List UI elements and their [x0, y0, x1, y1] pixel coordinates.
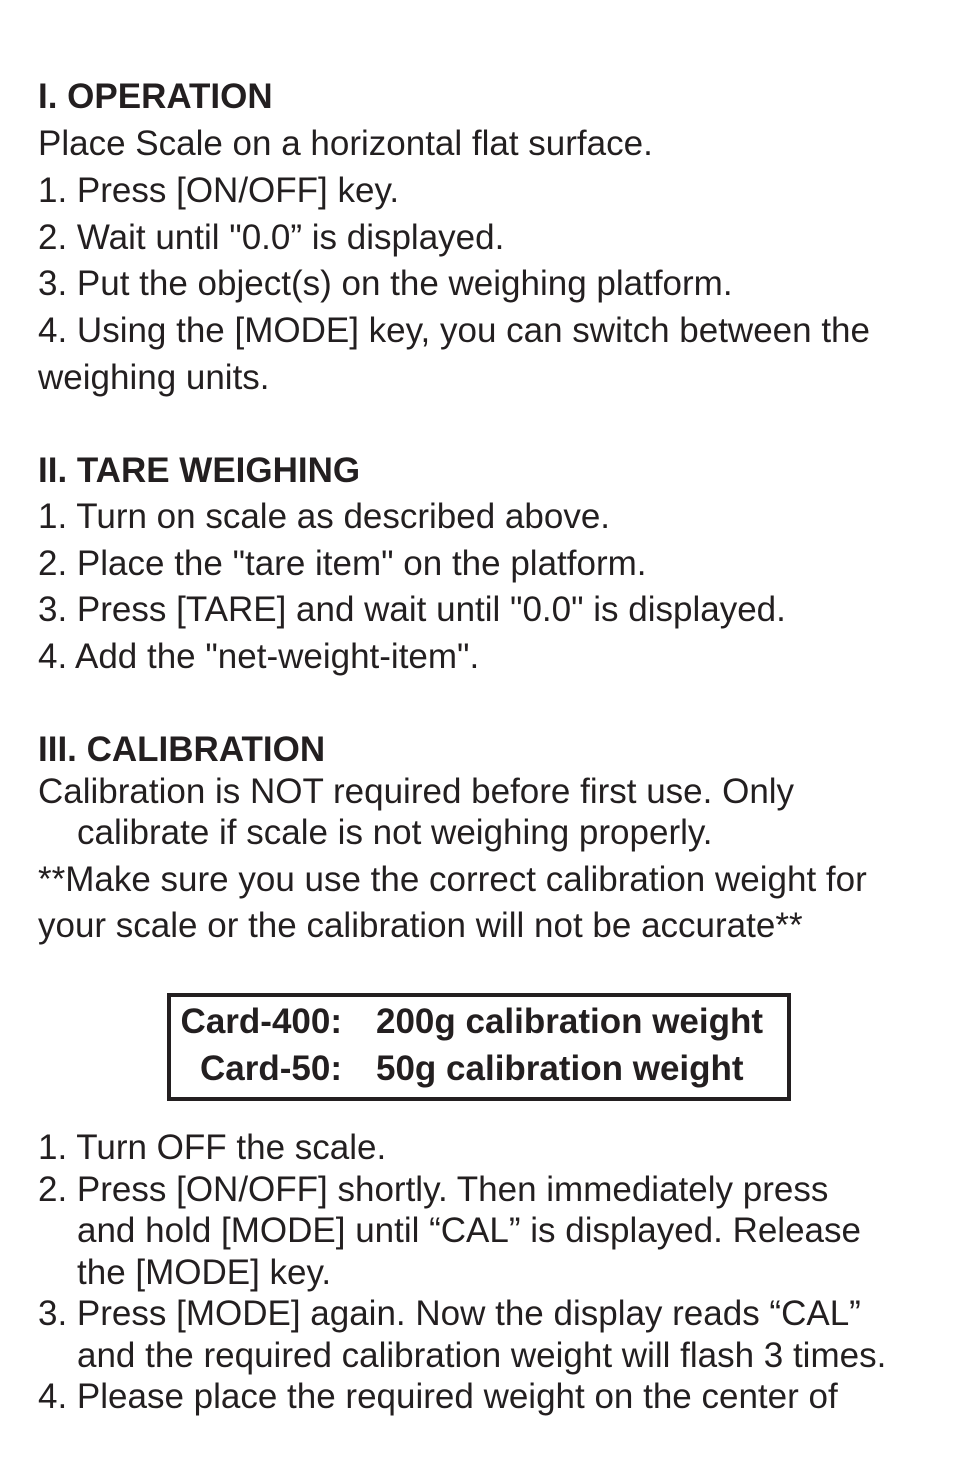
calibration-step: 4. Please place the required weight on the center of	[38, 1377, 838, 1416]
tare-step: 3. Press [TARE] and wait until "0.0" is displayed.	[38, 590, 786, 629]
calibration-warning-line: your scale or the calibration will not be accurate**	[38, 906, 803, 945]
tare-step: 1. Turn on scale as described above.	[38, 497, 611, 536]
calibration-intro-line: calibrate if scale is not weighing properly.	[77, 813, 713, 852]
section-heading-operation: I. OPERATION	[38, 77, 273, 116]
calibration-step: 2. Press [ON/OFF] shortly. Then immediately press	[38, 1170, 829, 1209]
operation-line: Place Scale on a horizontal flat surface.	[38, 124, 653, 163]
calibration-intro-line: Calibration is NOT required before first use. Only	[38, 772, 795, 811]
operation-step: 1. Press [ON/OFF] key.	[38, 171, 400, 210]
tare-step: 2. Place the "tare item" on the platform.	[38, 544, 647, 583]
operation-step-continued: weighing units.	[38, 358, 270, 397]
calibration-step-continued: and hold [MODE] until “CAL” is displayed. Release	[77, 1211, 861, 1250]
calibration-step: 1. Turn OFF the scale.	[38, 1128, 387, 1167]
section-heading-calibration: III. CALIBRATION	[38, 730, 326, 769]
calibration-step-continued: and the required calibration weight will flash 3 times.	[77, 1336, 887, 1375]
calibration-weight: 50g calibration weight	[376, 1049, 744, 1088]
section-heading-tare: II. TARE WEIGHING	[38, 451, 361, 490]
model-name: Card-50:	[200, 1049, 342, 1088]
calibration-weight-table	[167, 993, 791, 1101]
tare-step: 4. Add the "net-weight-item".	[38, 637, 480, 676]
calibration-warning-line: **Make sure you use the correct calibration weight for	[38, 860, 867, 899]
operation-step: 4. Using the [MODE] key, you can switch between the	[38, 311, 870, 350]
model-name: Card-400:	[180, 1002, 342, 1041]
operation-step: 2. Wait until "0.0” is displayed.	[38, 218, 505, 257]
calibration-step-continued: the [MODE] key.	[77, 1253, 332, 1292]
calibration-step: 3. Press [MODE] again. Now the display reads “CAL”	[38, 1294, 861, 1333]
calibration-weight: 200g calibration weight	[376, 1002, 764, 1041]
operation-step: 3. Put the object(s) on the weighing platform.	[38, 264, 733, 303]
